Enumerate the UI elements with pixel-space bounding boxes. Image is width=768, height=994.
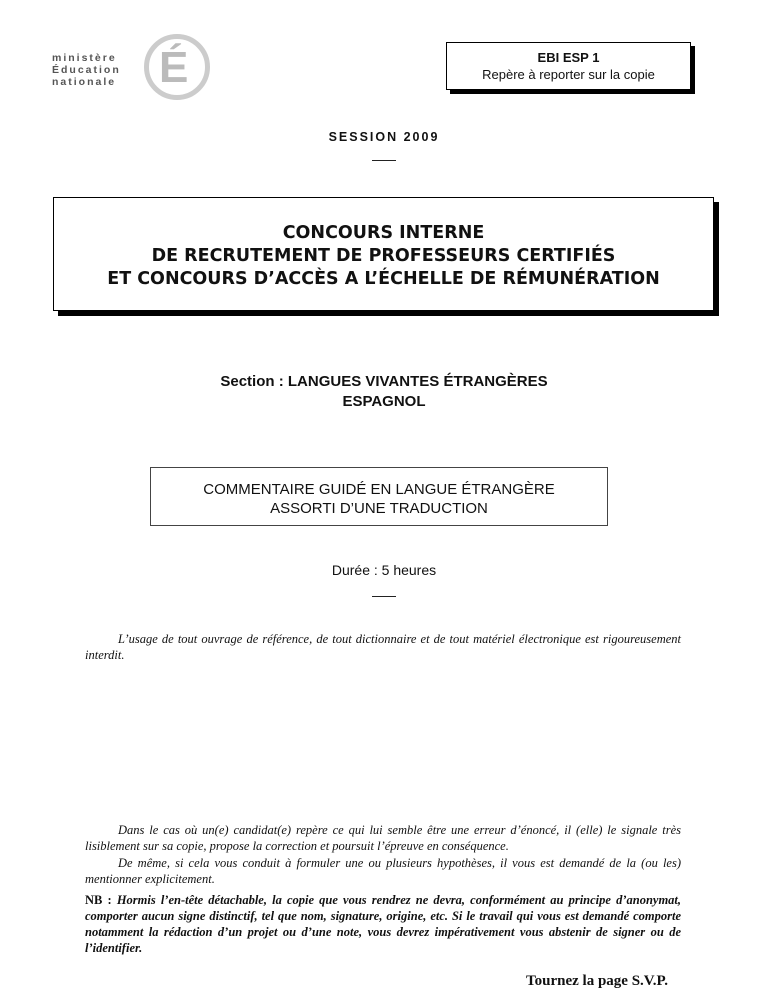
- divider: [0, 596, 768, 597]
- nb-notice: [85, 892, 681, 956]
- usage-notice: L’usage de tout ouvrage de référence, de tout dictionnaire et de tout matériel électronique est rigoureusement interdit.: [85, 632, 681, 662]
- ministere-logo: [52, 22, 187, 102]
- nb-text: Hormis l’en-tête détachable, la copie que vous rendrez ne devra, conformément au principe d’anonymat, comporter aucun signe distinctif, tel que nom, signature, origine, etc. Si le travail qui vous est demandé comporte notamment la rédaction d’un projet ou d’une note, vous devrez impérativement vous abstenir de signer ou de l’identifier.: [85, 893, 682, 955]
- title-line: CONCOURS INTERNE: [282, 223, 485, 243]
- logo-line: Éducation: [52, 64, 121, 76]
- section-heading: [0, 372, 768, 412]
- title-line: ET CONCOURS D’ACCÈS A L’ÉCHELLE DE RÉMUNÉRATION: [107, 269, 660, 289]
- title-box: [53, 197, 714, 311]
- title-line: DE RECRUTEMENT DE PROFESSEURS CERTIFIÉS: [151, 246, 616, 266]
- hypotheses-notice: De même, si cela vous conduit à formuler une ou plusieurs hypothèses, il vous est demandé de la (ou les) mentionner explicitement.: [85, 856, 681, 886]
- session: SESSION 2009: [328, 130, 440, 144]
- error-notice: Dans le cas où un(e) candidat(e) repère ce qui lui semble être une erreur d’énoncé, il (elle) le signale très lisiblement sur sa copie, propose la correction et poursuit l’épreuve en conséquence.: [85, 823, 681, 853]
- turn-page-note: Tournez la page S.V.P.: [526, 973, 668, 989]
- epreuve-line: ASSORTI D’UNE TRADUCTION: [270, 500, 488, 517]
- exam-code: EBI ESP 1: [537, 50, 600, 65]
- duration: Durée : 5 heures: [331, 562, 437, 578]
- epreuve-box: [150, 467, 608, 526]
- logo-line: nationale: [52, 76, 117, 88]
- reference-box: [446, 42, 691, 90]
- section-line: ESPAGNOL: [342, 393, 426, 410]
- logo-mark: É: [159, 43, 189, 92]
- reference-note: Repère à reporter sur la copie: [482, 67, 655, 82]
- logo-line: ministère: [52, 52, 117, 64]
- nb-label: NB :: [85, 893, 112, 907]
- section-line: Section : LANGUES VIVANTES ÉTRANGÈRES: [220, 373, 548, 390]
- divider: [0, 160, 768, 161]
- epreuve-line: COMMENTAIRE GUIDÉ EN LANGUE ÉTRANGÈRE: [203, 481, 555, 498]
